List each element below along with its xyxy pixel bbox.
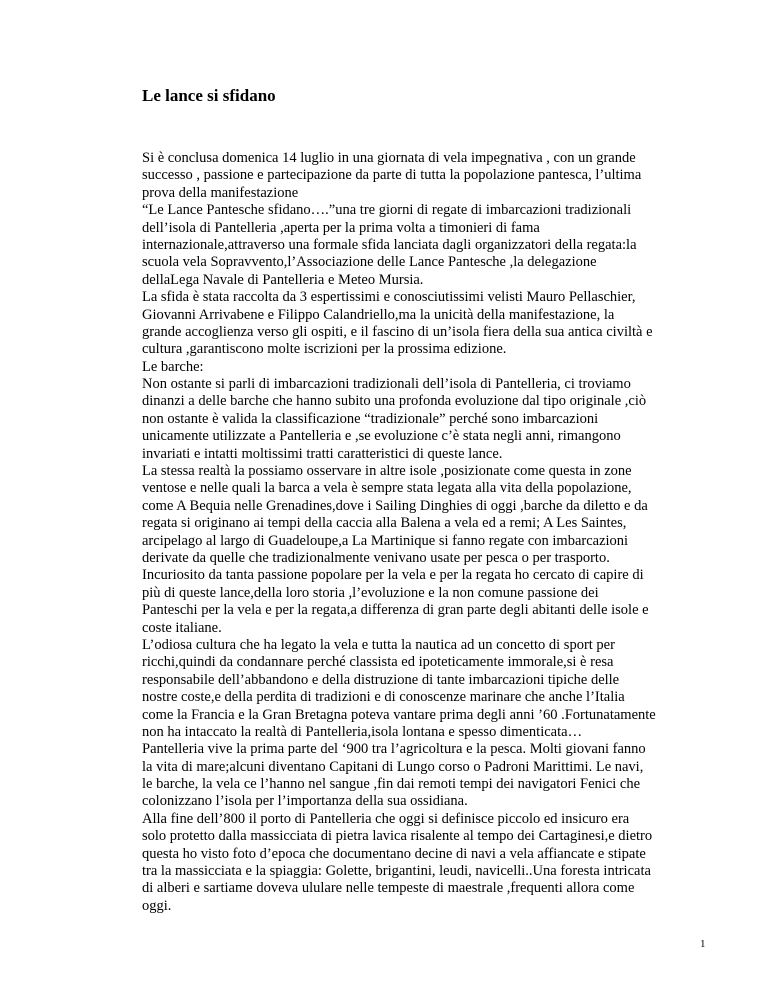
body-line: Panteschi per la vela e per la regata,a differenza di gran parte degli abitanti delle isole e <box>142 602 649 619</box>
body-line: La sfida è stata raccolta da 3 espertissimi e conosciutissimi velisti Mauro Pellaschier, <box>142 289 636 306</box>
body-line: dellaLega Navale di Pantelleria e Meteo Mursia. <box>142 271 424 288</box>
body-line: La stessa realtà la possiamo osservare in altre isole ,posizionate come questa in zone <box>142 463 632 480</box>
body-line: Le barche: <box>142 358 204 375</box>
body-line: dinanzi a delle barche che hanno subito una profonda evoluzione dal tipo originale ,ciò <box>142 393 647 410</box>
body-line: derivate da quelle che tradizionalmente venivano usate per pesca o per trasporto. <box>142 549 610 566</box>
body-line: solo protetto dalla massicciata di pietra lavica risalente al tempo dei Cartaginesi,e dietro <box>142 828 653 845</box>
body-line: responsabile dell’abbandono e della distruzione di tante imbarcazioni tipiche delle <box>142 671 620 688</box>
document-body <box>142 150 702 915</box>
body-line: dell’isola di Pantelleria ,aperta per la prima volta a timonieri di fama <box>142 219 540 236</box>
body-line: nostre coste,e della perdita di tradizioni e di conoscenze marinare che anche l’Italia <box>142 689 625 706</box>
body-line: Pantelleria vive la prima parte del ‘900 tra l’agricoltura e la pesca. Molti giovani fanno <box>142 741 646 758</box>
body-line: oggi. <box>142 897 172 914</box>
body-line: di alberi e sartiame doveva ululare nelle tempeste di maestrale ,frequenti allora come <box>142 880 635 897</box>
body-line: arcipelago al largo di Guadeloupe,a La Martinique si fanno regate con imbarcazioni <box>142 532 629 549</box>
body-line: scuola vela Sopravvento,l’Associazione delle Lance Pantesche ,la delegazione <box>142 254 597 271</box>
body-line: L’odiosa cultura che ha legato la vela e tutta la nautica ad un concetto di sport per <box>142 636 615 653</box>
body-line: cultura ,garantiscono molte iscrizioni per la prossima edizione. <box>142 341 507 358</box>
page-number: 1 <box>700 938 706 950</box>
body-line: questa ho visto foto d’epoca che documentano decine di navi a vela affiancate e stipate <box>142 845 646 862</box>
body-line: ricchi,quindi da condannare perché classista ed ipoteticamente immorale,si è resa <box>142 654 614 671</box>
body-line: grande accoglienza verso gli ospiti, e il fascino di un’isola fiera della sua antica civiltà e <box>142 323 653 340</box>
body-line: invariati e intatti moltissimi tratti caratteristici di queste lance. <box>142 445 503 462</box>
body-line: prova della manifestazione <box>142 184 299 201</box>
body-line: successo , passione e partecipazione da parte di tutta la popolazione pantesca, l’ultima <box>142 167 642 184</box>
body-line: le barche, la vela ce l’hanno nel sangue ,fin dai remoti tempi dei navigatori Fenici che <box>142 776 641 793</box>
body-line: la vita di mare;alcuni diventano Capitani di Lungo corso o Padroni Marittimi. Le navi, <box>142 758 644 775</box>
body-line: internazionale,attraverso una formale sfida lanciata dagli organizzatori della regata:la <box>142 236 637 253</box>
body-line: non ostante è valida la classificazione “tradizionale” perché sono imbarcazioni <box>142 410 599 427</box>
body-line: colonizzano l’isola per l’importanza della sua ossidiana. <box>142 793 468 810</box>
body-line: Giovanni Arrivabene e Filippo Calandriello,ma la unicità della manifestazione, la <box>142 306 615 323</box>
body-line: coste italiane. <box>142 619 222 636</box>
body-line: Si è conclusa domenica 14 luglio in una giornata di vela impegnativa , con un grande <box>142 150 636 166</box>
body-line: Alla fine dell’800 il porto di Pantelleria che oggi si definisce piccolo ed insicuro era <box>142 810 630 827</box>
body-line: “Le Lance Pantesche sfidano….”una tre giorni di regate di imbarcazioni tradizionali <box>142 202 632 219</box>
body-line: tra la massicciata e la spiaggia: Golette, brigantini, leudi, navicelli..Una foresta intricata <box>142 863 651 880</box>
body-line: ventose e nelle quali la barca a vela è sempre stata legata alla vita della popolazione, <box>142 480 632 497</box>
body-line: come A Bequia nelle Grenadines,dove i Sailing Dinghies di oggi ,barche da diletto e da <box>142 497 648 514</box>
body-line: regata si originano ai tempi della caccia alla Balena a vela ed a remi; A Les Saintes, <box>142 515 627 532</box>
body-line: come la Francia e la Gran Bretagna poteva vantare prima degli anni ’60 .Fortunatamente <box>142 706 656 723</box>
body-line: unicamente utilizzate a Pantelleria e ,se evoluzione c’è stata negli anni, rimangono <box>142 428 621 445</box>
document-title: Le lance si sfidano <box>142 86 276 105</box>
body-line: Non ostante si parli di imbarcazioni tradizionali dell’isola di Pantelleria, ci troviamo <box>142 376 631 393</box>
body-line: Incuriosito da tanta passione popolare per la vela e per la regata ho cercato di capire di <box>142 567 644 584</box>
body-line: non ha intaccato la realtà di Pantelleria,isola lontana e spesso dimenticata… <box>142 723 583 740</box>
body-line: più di queste lance,della loro storia ,l’evoluzione e la non comune passione dei <box>142 584 599 601</box>
